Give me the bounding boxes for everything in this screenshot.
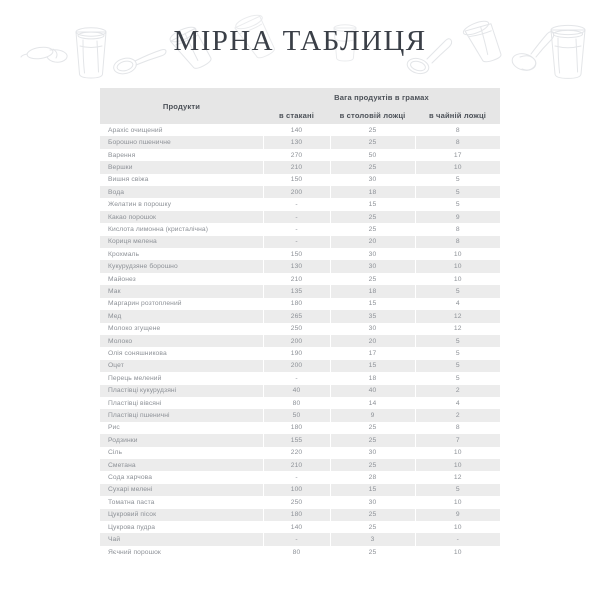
- table-row: [100, 124, 500, 136]
- table-header: [100, 88, 500, 124]
- cell-product: Желатин в порошку: [100, 198, 263, 210]
- cell-tablespoon: 20: [330, 236, 415, 248]
- cell-tablespoon: 18: [330, 186, 415, 198]
- cell-teaspoon: 2: [415, 409, 500, 421]
- cell-product: Молоко згущене: [100, 323, 263, 335]
- cell-teaspoon: 10: [415, 459, 500, 471]
- cell-teaspoon: 5: [415, 335, 500, 347]
- cell-product: Рис: [100, 422, 263, 434]
- cell-teaspoon: 10: [415, 161, 500, 173]
- table-row: [100, 335, 500, 347]
- cell-teaspoon: 4: [415, 397, 500, 409]
- cell-tablespoon: 30: [330, 174, 415, 186]
- cell-teaspoon: 5: [415, 186, 500, 198]
- table-row: [100, 409, 500, 421]
- cell-glass: 130: [263, 136, 330, 148]
- cell-tablespoon: 25: [330, 161, 415, 173]
- cell-tablespoon: 40: [330, 385, 415, 397]
- cell-tablespoon: 25: [330, 211, 415, 223]
- cell-glass: 220: [263, 447, 330, 459]
- column-header-tablespoon: в столовій ложці: [330, 106, 415, 124]
- cell-tablespoon: 17: [330, 347, 415, 359]
- cell-glass: 150: [263, 248, 330, 260]
- cell-teaspoon: 10: [415, 248, 500, 260]
- table-row: [100, 323, 500, 335]
- cell-tablespoon: 25: [330, 521, 415, 533]
- table-row: [100, 360, 500, 372]
- cell-teaspoon: 9: [415, 211, 500, 223]
- cell-tablespoon: 14: [330, 397, 415, 409]
- cell-product: Чай: [100, 533, 263, 545]
- cell-glass: 200: [263, 335, 330, 347]
- table-row: [100, 459, 500, 471]
- table-row: [100, 347, 500, 359]
- cell-glass: -: [263, 471, 330, 483]
- cell-product: Перець мелений: [100, 372, 263, 384]
- table-row: [100, 422, 500, 434]
- table-row: [100, 236, 500, 248]
- cell-tablespoon: 30: [330, 323, 415, 335]
- cell-tablespoon: 28: [330, 471, 415, 483]
- cell-product: Мед: [100, 310, 263, 322]
- cell-tablespoon: 25: [330, 459, 415, 471]
- cell-product: Пластівці вівсяні: [100, 397, 263, 409]
- cell-tablespoon: 25: [330, 546, 415, 558]
- cell-glass: 200: [263, 360, 330, 372]
- cell-product: Вершки: [100, 161, 263, 173]
- cell-product: Цукрова пудра: [100, 521, 263, 533]
- cell-glass: 250: [263, 496, 330, 508]
- cell-glass: 150: [263, 174, 330, 186]
- cell-teaspoon: 12: [415, 323, 500, 335]
- cell-teaspoon: 5: [415, 174, 500, 186]
- cell-glass: -: [263, 372, 330, 384]
- cell-teaspoon: 8: [415, 236, 500, 248]
- table-row: [100, 509, 500, 521]
- cell-tablespoon: 15: [330, 198, 415, 210]
- cell-glass: -: [263, 223, 330, 235]
- cell-glass: 155: [263, 434, 330, 446]
- cell-teaspoon: 17: [415, 149, 500, 161]
- cell-teaspoon: 5: [415, 372, 500, 384]
- table-row: [100, 521, 500, 533]
- table-row: [100, 149, 500, 161]
- cell-teaspoon: 8: [415, 422, 500, 434]
- table-header-row-top: [100, 88, 500, 106]
- cell-teaspoon: 10: [415, 260, 500, 272]
- cell-tablespoon: 30: [330, 447, 415, 459]
- cell-product: Сметана: [100, 459, 263, 471]
- table-row: [100, 496, 500, 508]
- cell-teaspoon: 5: [415, 360, 500, 372]
- cell-tablespoon: 15: [330, 484, 415, 496]
- cell-tablespoon: 30: [330, 248, 415, 260]
- cell-glass: 135: [263, 285, 330, 297]
- cell-teaspoon: 10: [415, 447, 500, 459]
- cell-teaspoon: 5: [415, 347, 500, 359]
- table-row: [100, 186, 500, 198]
- cell-product: Какао порошок: [100, 211, 263, 223]
- cell-glass: 190: [263, 347, 330, 359]
- cell-tablespoon: 25: [330, 223, 415, 235]
- cell-tablespoon: 25: [330, 509, 415, 521]
- cell-glass: 80: [263, 397, 330, 409]
- cell-glass: 210: [263, 273, 330, 285]
- column-header-product: Продукти: [100, 88, 263, 124]
- cell-product: Майонез: [100, 273, 263, 285]
- cell-tablespoon: 15: [330, 360, 415, 372]
- cell-glass: 270: [263, 149, 330, 161]
- cell-tablespoon: 18: [330, 285, 415, 297]
- cell-product: Кориця мелена: [100, 236, 263, 248]
- table-row: [100, 223, 500, 235]
- table-row: [100, 136, 500, 148]
- cell-teaspoon: 5: [415, 285, 500, 297]
- cell-glass: 265: [263, 310, 330, 322]
- cell-glass: 180: [263, 509, 330, 521]
- cell-product: Кукурудзяне борошно: [100, 260, 263, 272]
- measurement-table: [100, 88, 500, 558]
- table-row: [100, 533, 500, 545]
- cell-product: Сухарі мелені: [100, 484, 263, 496]
- table-row: [100, 285, 500, 297]
- cell-glass: 210: [263, 459, 330, 471]
- cell-product: Вишня свіжа: [100, 174, 263, 186]
- table-row: [100, 198, 500, 210]
- cell-glass: 140: [263, 124, 330, 136]
- cell-product: Пластівці кукурудзяні: [100, 385, 263, 397]
- table-row: [100, 298, 500, 310]
- cell-product: Кислота лимонна (кристалічна): [100, 223, 263, 235]
- table-row: [100, 161, 500, 173]
- cell-tablespoon: 25: [330, 273, 415, 285]
- cell-glass: -: [263, 198, 330, 210]
- cell-tablespoon: 25: [330, 124, 415, 136]
- cell-product: Мак: [100, 285, 263, 297]
- cell-glass: -: [263, 236, 330, 248]
- cell-tablespoon: 25: [330, 434, 415, 446]
- table-row: [100, 174, 500, 186]
- cell-tablespoon: 20: [330, 335, 415, 347]
- cell-product: Яєчний порошок: [100, 546, 263, 558]
- cell-product: Маргарин розтоплений: [100, 298, 263, 310]
- table-row: [100, 248, 500, 260]
- cell-tablespoon: 25: [330, 422, 415, 434]
- cell-teaspoon: 2: [415, 385, 500, 397]
- cell-glass: 210: [263, 161, 330, 173]
- cell-glass: -: [263, 211, 330, 223]
- cell-product: Арахіс очищений: [100, 124, 263, 136]
- cell-tablespoon: 50: [330, 149, 415, 161]
- table-row: [100, 546, 500, 558]
- cell-product: Сода харчова: [100, 471, 263, 483]
- cell-teaspoon: 8: [415, 136, 500, 148]
- table-row: [100, 372, 500, 384]
- cell-tablespoon: 30: [330, 496, 415, 508]
- cell-teaspoon: 5: [415, 198, 500, 210]
- cell-product: Пластівці пшеничні: [100, 409, 263, 421]
- cell-product: Оцет: [100, 360, 263, 372]
- cell-product: Олія соняшникова: [100, 347, 263, 359]
- cell-teaspoon: 10: [415, 521, 500, 533]
- cell-product: Родзинки: [100, 434, 263, 446]
- column-header-glass: в стакані: [263, 106, 330, 124]
- cell-teaspoon: 10: [415, 496, 500, 508]
- cell-glass: -: [263, 533, 330, 545]
- cell-product: Борошно пшеничне: [100, 136, 263, 148]
- cell-product: Вода: [100, 186, 263, 198]
- cell-teaspoon: 7: [415, 434, 500, 446]
- cell-product: Цукровий пісок: [100, 509, 263, 521]
- cell-glass: 140: [263, 521, 330, 533]
- cell-tablespoon: 35: [330, 310, 415, 322]
- cell-teaspoon: -: [415, 533, 500, 545]
- cell-glass: 250: [263, 323, 330, 335]
- cell-glass: 200: [263, 186, 330, 198]
- table-row: [100, 385, 500, 397]
- cell-teaspoon: 12: [415, 310, 500, 322]
- cell-tablespoon: 15: [330, 298, 415, 310]
- cell-product: Томатна паста: [100, 496, 263, 508]
- cell-teaspoon: 9: [415, 509, 500, 521]
- table-row: [100, 260, 500, 272]
- cell-glass: 50: [263, 409, 330, 421]
- cell-tablespoon: 3: [330, 533, 415, 545]
- table-body: [100, 124, 500, 558]
- table-row: [100, 434, 500, 446]
- cell-teaspoon: 8: [415, 124, 500, 136]
- cell-teaspoon: 5: [415, 484, 500, 496]
- cell-glass: 40: [263, 385, 330, 397]
- cell-tablespoon: 25: [330, 136, 415, 148]
- table-row: [100, 484, 500, 496]
- table-row: [100, 310, 500, 322]
- table-row: [100, 447, 500, 459]
- cell-product: Крохмаль: [100, 248, 263, 260]
- page-title: МІРНА ТАБЛИЦЯ: [173, 25, 427, 57]
- cell-glass: 130: [263, 260, 330, 272]
- column-header-weight-group: Вага продуктів в грамах: [263, 88, 500, 106]
- cell-teaspoon: 8: [415, 223, 500, 235]
- cell-teaspoon: 10: [415, 546, 500, 558]
- cell-product: Сіль: [100, 447, 263, 459]
- cell-tablespoon: 30: [330, 260, 415, 272]
- cell-glass: 180: [263, 422, 330, 434]
- cell-glass: 80: [263, 546, 330, 558]
- cell-teaspoon: 4: [415, 298, 500, 310]
- cell-tablespoon: 18: [330, 372, 415, 384]
- cell-product: Варення: [100, 149, 263, 161]
- cell-glass: 100: [263, 484, 330, 496]
- column-header-teaspoon: в чайній ложці: [415, 106, 500, 124]
- table-row: [100, 471, 500, 483]
- cell-tablespoon: 9: [330, 409, 415, 421]
- cell-teaspoon: 12: [415, 471, 500, 483]
- cell-teaspoon: 10: [415, 273, 500, 285]
- table-row: [100, 397, 500, 409]
- table-row: [100, 211, 500, 223]
- table-row: [100, 273, 500, 285]
- cell-product: Молоко: [100, 335, 263, 347]
- cell-glass: 180: [263, 298, 330, 310]
